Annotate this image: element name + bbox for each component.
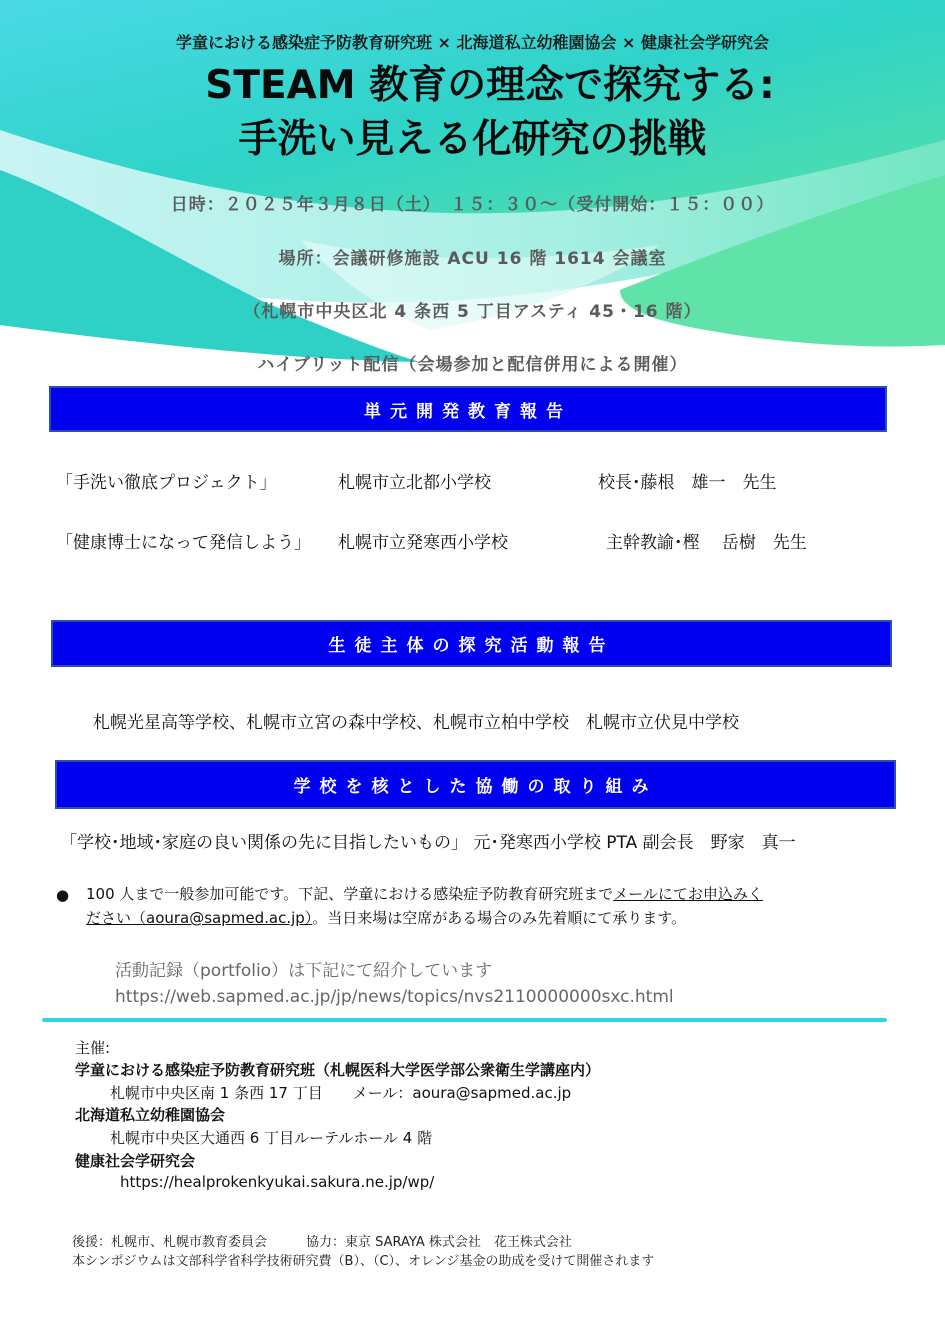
report-1-title: 「手洗い徹底プロジェクト」: [56, 473, 277, 493]
event-datetime: 日時：２０２５年３月８日（土） １５：３０～（受付開始：１５：００）: [170, 195, 775, 215]
co-organizers-line: 学童における感染症予防教育研究班 × 北海道私立幼稚園協会 × 健康社会学研究会: [175, 33, 770, 52]
sponsor-3-name: 健康社会学研究会: [75, 1152, 196, 1170]
notice-text-2: 。当日来場は空席がある場合のみ先着順にて承ります。: [312, 909, 687, 927]
footer-support: 後援：札幌市、札幌市教育委員会 協力：東京 SARAYA 株式会社 花王株式会社: [72, 1235, 572, 1250]
sponsor-2-detail: 札幌市中央区大通西 6 丁目ルーテルホール 4 階: [110, 1129, 433, 1147]
sponsors-label: 主催:: [75, 1039, 111, 1057]
sponsor-1-detail: 札幌市中央区南 1 条西 17 丁目 メール：aoura@sapmed.ac.jp: [110, 1084, 572, 1102]
registration-notice: [86, 882, 876, 930]
portfolio-url[interactable]: https://web.sapmed.ac.jp/jp/news/topics/nvs2110000000sxc.html: [115, 987, 674, 1007]
title-line-1: STEAM 教育の理念で探究する:: [205, 63, 775, 108]
event-address: （札幌市中央区北 4 条西 5 丁目アスティ 45・16 階）: [243, 302, 702, 322]
portfolio-label: 活動記録（portfolio）は下記にて紹介しています: [115, 961, 493, 981]
bullet-icon: ●: [56, 886, 70, 904]
section-heading-unit-development: 単元開発教育報告: [49, 386, 887, 432]
event-format: ハイブリット配信（会場参加と配信併用による開催）: [257, 355, 688, 375]
collaboration-talk: 「学校･地域･家庭の良い関係の先に目指したいもの」 元･発寒西小学校 PTA 副会長 野家 真一: [60, 833, 796, 853]
report-1-speaker: 校長･藤根 雄一 先生: [598, 473, 777, 493]
report-2-school: 札幌市立発寒西小学校: [338, 533, 508, 553]
report-1-school: 札幌市立北都小学校: [338, 473, 491, 493]
student-report-schools: 札幌光星高等学校、札幌市立宮の森中学校、札幌市立柏中学校 札幌市立伏見中学校: [93, 713, 739, 733]
report-2-speaker: 主幹教諭･樫 岳樹 先生: [606, 533, 807, 553]
notice-mail-link-2[interactable]: ださい（aoura@sapmed.ac.jp）: [86, 909, 313, 927]
sponsor-2-name: 北海道私立幼稚園協会: [75, 1106, 226, 1124]
title-line-2: 手洗い見える化研究の挑戦: [238, 117, 707, 162]
notice-text-1: 100 人まで一般参加可能です。下記、学童における感染症予防教育研究班まで: [86, 885, 614, 903]
event-venue: 場所：会議研修施設 ACU 16 階 1614 会議室: [278, 249, 667, 269]
section-heading-student-inquiry: 生徒主体の探究活動報告: [51, 620, 892, 667]
section-heading-collaboration: 学校を核とした協働の取り組み: [55, 760, 896, 809]
sponsor-3-url[interactable]: https://healprokenkyukai.sakura.ne.jp/wp/: [120, 1173, 435, 1191]
footer-funding: 本シンポジウムは文部科学省科学技術研究費（B）、（C）、オレンジ基金の助成を受けて開催されます: [72, 1254, 655, 1269]
notice-mail-link-1[interactable]: メールにてお申込みく: [613, 885, 763, 903]
report-2-title: 「健康博士になって発信しよう」: [56, 533, 311, 553]
sponsor-1-name: 学童における感染症予防教育研究班（札幌医科大学医学部公衆衛生学講座内）: [75, 1061, 601, 1079]
divider-line: [42, 1018, 887, 1022]
